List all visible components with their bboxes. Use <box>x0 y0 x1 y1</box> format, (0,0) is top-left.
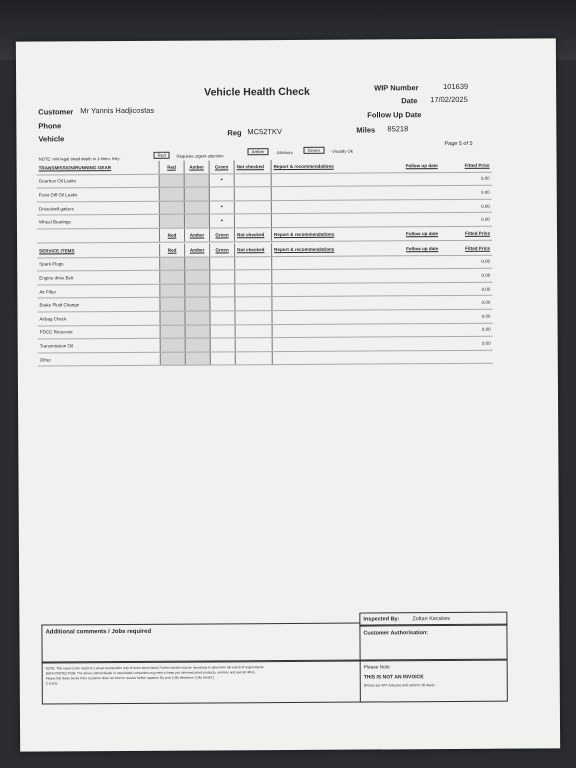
inspected-value: Zoltan Kecskes <box>412 616 450 623</box>
item-name: Spark Plugs <box>37 257 160 271</box>
red-cell <box>160 338 185 352</box>
red-cell <box>160 257 185 271</box>
price-cell: 0.00 <box>458 282 492 296</box>
report-cell <box>271 186 404 200</box>
green-cell <box>210 338 235 352</box>
date-value: 17/02/2025 <box>430 94 468 105</box>
not-checked-cell <box>235 311 272 325</box>
red-cell <box>160 298 185 312</box>
red-cell <box>160 284 185 298</box>
not-checked-cell <box>234 214 271 228</box>
authorisation-label: Customer Authorisation: <box>363 630 429 637</box>
comments-label: Additional comments / Jobs required <box>45 628 152 636</box>
health-check-sheet <box>16 38 560 751</box>
amber-cell <box>185 325 210 339</box>
green-cell <box>210 270 235 284</box>
col-report: Report & recommendations <box>271 159 404 173</box>
wip-value: 101639 <box>443 81 469 92</box>
follow-up-cell <box>404 172 458 186</box>
item-name: Air Filter <box>37 284 160 298</box>
price-cell: 0.00 <box>458 185 492 199</box>
col-report: Report & recommendations <box>272 242 405 256</box>
amber-cell <box>185 352 210 366</box>
amber-cell <box>185 311 210 325</box>
col-report: Report & recommendations <box>271 227 404 241</box>
price-cell: 0.00 <box>458 309 492 323</box>
col-not-checked: Not checked <box>234 160 271 173</box>
price-cell: 0.00 <box>458 213 492 227</box>
key-green-text: - Visually Ok <box>329 148 353 154</box>
follow-up-cell <box>404 186 458 200</box>
miles-value: 85218 <box>387 124 409 134</box>
col-red: Red <box>160 244 185 257</box>
green-cell <box>210 256 235 270</box>
key-red: Red <box>154 152 170 159</box>
price-cell: 0.00 <box>458 296 492 310</box>
not-checked-cell <box>234 200 271 214</box>
not-checked-cell <box>235 270 272 284</box>
red-cell <box>159 215 184 229</box>
item-name: Airbag Check <box>37 311 160 325</box>
red-cell <box>160 352 185 366</box>
follow-up-label: Follow Up Date <box>367 110 422 120</box>
report-cell <box>272 351 405 365</box>
report-cell <box>272 255 405 269</box>
col-fitted-price: Fitted Price <box>458 226 492 240</box>
amber-cell <box>185 284 210 298</box>
page-number: Page 5 of 5 <box>444 140 473 148</box>
item-name: Gearbox Oil Leaks <box>37 174 160 188</box>
customer-value: Mr Yannis Hadjicostas <box>80 105 155 116</box>
follow-up-cell <box>404 296 458 310</box>
not-checked-cell <box>235 256 272 270</box>
follow-up-cell <box>404 282 458 296</box>
blank-cell <box>37 228 160 242</box>
service-table <box>37 242 493 367</box>
vehicle-label: Vehicle <box>38 134 65 144</box>
transmission-title: TRANSMISSION/RUNNING GEAR <box>37 161 160 175</box>
follow-up-cell <box>404 269 458 283</box>
item-name: Engine drive Belt <box>37 270 160 284</box>
key-note: NOTE: min legal tread depth is 1.6mm. Key: <box>38 156 121 162</box>
follow-up-cell <box>405 350 459 364</box>
col-follow-up: Follow up date <box>404 226 458 240</box>
table-row <box>38 350 493 366</box>
reg-value: MC52TKV <box>247 127 283 137</box>
col-follow-up: Follow up date <box>404 159 458 172</box>
report-cell <box>272 310 405 324</box>
price-cell: 0.00 <box>458 199 492 213</box>
transmission-table <box>37 159 492 243</box>
not-checked-cell <box>234 173 271 187</box>
col-fitted-price: Fitted Price <box>458 159 492 172</box>
not-checked-cell <box>235 351 272 365</box>
miles-label: Miles <box>356 125 376 135</box>
red-cell <box>160 270 185 284</box>
follow-up-cell <box>404 213 458 227</box>
report-cell <box>271 200 404 214</box>
not-checked-cell <box>234 187 271 201</box>
phone-label: Phone <box>38 121 62 131</box>
price-cell: 0.00 <box>458 255 492 269</box>
col-not-checked: Not checked <box>234 228 271 242</box>
price-cell: 0.00 <box>458 172 492 186</box>
not-invoice-text: THIS IS NOT AN INVOICE <box>363 674 424 681</box>
green-cell: • <box>209 201 234 215</box>
red-cell <box>160 325 185 339</box>
red-cell <box>160 311 185 325</box>
col-fitted-price: Fitted Price <box>458 242 492 255</box>
follow-up-cell <box>404 309 458 323</box>
disclaimer-line-2: DATA PROTECTION: The above named dealer or associated companies may wish to keep you informed about products, services and special offers. <box>45 670 256 676</box>
follow-up-cell <box>405 337 459 351</box>
report-cell <box>272 323 405 337</box>
item-name: Transmission Oil <box>38 338 161 352</box>
report-cell <box>271 172 404 186</box>
red-cell <box>159 187 184 201</box>
item-name: Front Diff Oil Leaks <box>37 187 160 201</box>
prices-note: (Prices are VAT inclusive and valid for 30 days) <box>363 683 435 688</box>
reg-label: Reg <box>227 128 242 138</box>
green-cell <box>210 352 235 366</box>
green-cell: • <box>209 214 234 228</box>
col-follow-up: Follow up date <box>404 242 458 255</box>
authorisation-box <box>359 624 507 661</box>
please-note: Please Note <box>363 665 390 671</box>
key-amber: Amber <box>247 148 268 155</box>
amber-cell <box>184 187 209 201</box>
col-red: Red <box>159 228 184 242</box>
green-cell <box>210 297 235 311</box>
price-cell: 0.00 <box>459 336 493 350</box>
not-checked-cell <box>235 338 272 352</box>
amber-cell <box>184 174 209 188</box>
red-cell <box>159 174 184 188</box>
not-checked-cell <box>235 297 272 311</box>
green-cell: • <box>209 173 234 187</box>
key-amber-text: - Advisory <box>274 149 293 156</box>
service-title: SERVICE ITEMS <box>37 244 160 258</box>
customer-label: Customer <box>38 107 74 117</box>
disclaimer-line-1: NOTE: This report is the result of a visual examination only of those items listed. Further checks may be necessary to determine full extent of requirements. <box>45 665 265 671</box>
price-cell <box>459 350 493 364</box>
item-name: Other <box>38 352 161 366</box>
wip-label: WIP Number <box>374 83 419 93</box>
amber-cell <box>184 201 209 215</box>
key-green: Green <box>303 147 324 154</box>
col-red: Red <box>159 161 184 174</box>
invoice-note-box <box>360 660 508 703</box>
follow-up-cell <box>404 255 458 269</box>
not-checked-cell <box>235 324 272 338</box>
repeat-header-row <box>37 226 492 242</box>
follow-up-cell <box>405 323 459 337</box>
report-cell <box>271 213 404 227</box>
col-green: Green <box>209 228 234 242</box>
col-amber: Amber <box>184 160 209 173</box>
green-cell <box>210 284 235 298</box>
report-cell <box>272 269 405 283</box>
green-cell <box>209 187 234 201</box>
item-name: Brake Fluid Change <box>37 298 160 312</box>
disclaimer-box <box>42 661 361 705</box>
amber-cell <box>185 338 210 352</box>
inspected-label: Inspected By: <box>363 616 400 623</box>
not-checked-cell <box>235 283 272 297</box>
report-cell <box>272 296 405 310</box>
item-name: PDCC Reservoir <box>38 325 161 339</box>
green-cell <box>210 324 235 338</box>
item-name: Wheel Bearings <box>37 215 160 229</box>
col-green: Green <box>209 160 234 173</box>
red-cell <box>159 201 184 215</box>
amber-cell <box>185 297 210 311</box>
amber-cell <box>184 214 209 228</box>
price-cell: 0.00 <box>459 323 493 337</box>
col-not-checked: Not checked <box>235 243 272 256</box>
comments-box <box>41 623 360 663</box>
report-cell <box>272 283 405 297</box>
report-cell <box>272 337 405 351</box>
col-amber: Amber <box>184 228 209 242</box>
amber-cell <box>185 270 210 284</box>
price-cell: 0.00 <box>458 268 492 282</box>
follow-up-cell <box>404 199 458 213</box>
key-red-text: Requires urgent attention <box>176 153 224 159</box>
item-name: Driveshaft gaiters <box>37 201 160 215</box>
page-title: Vehicle Health Check <box>204 85 310 99</box>
amber-cell <box>185 257 210 271</box>
date-label: Date <box>401 96 418 106</box>
disclaimer-line-3: Please tick these boxes if the customer does not wish to receive further updates: By post [ ] By telephone [ ] By email [ ] <box>45 675 215 681</box>
green-cell <box>210 311 235 325</box>
col-amber: Amber <box>185 243 210 256</box>
disclaimer-line-4: C.A.G.E. <box>45 681 59 686</box>
col-green: Green <box>210 243 235 256</box>
